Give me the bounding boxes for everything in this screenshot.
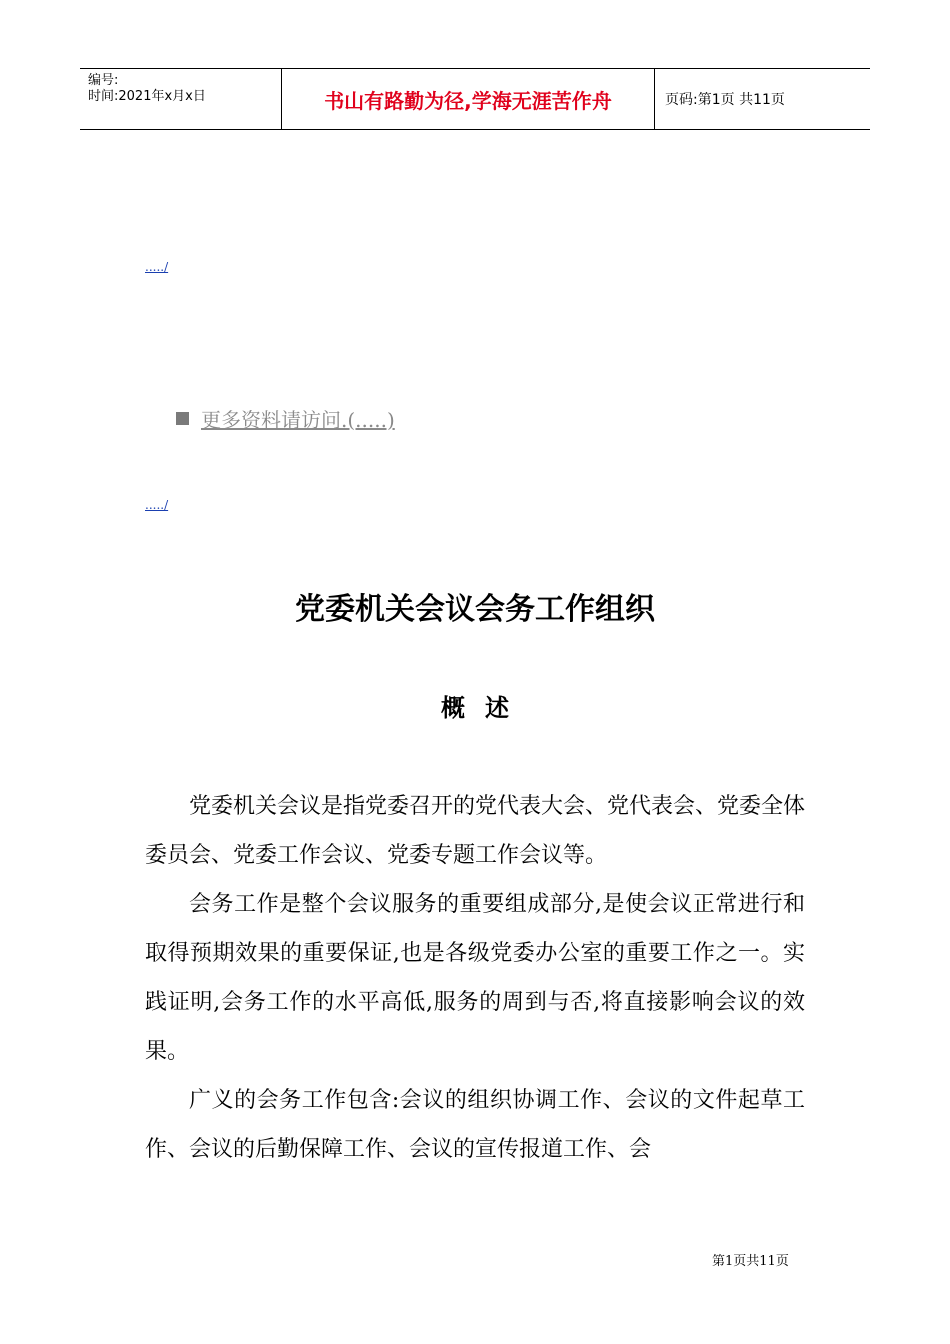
top-link[interactable]: ...../: [145, 260, 169, 274]
page-header: [80, 68, 870, 130]
header-meta: [80, 69, 282, 129]
document-subtitle: 概述: [441, 694, 529, 722]
header-motto: 书山有路勤为径,学海无涯苦作舟: [282, 69, 655, 129]
paragraph-1: 党委机关会议是指党委召开的党代表大会、党代表会、党委全体委员会、党委工作会议、党委专题工作会议等。: [145, 794, 806, 868]
page-footer: 第1页共11页: [712, 1254, 789, 1269]
number-label: 编号:: [88, 73, 119, 88]
more-info-text[interactable]: 更多资料请访问.(.....): [201, 408, 395, 432]
second-link[interactable]: ...../: [145, 498, 169, 512]
document-body: [145, 782, 805, 1174]
paragraph-2: 会务工作是整个会议服务的重要组成部分,是使会议正常进行和取得预期效果的重要保证,也是各级党委办公室的重要工作之一。实践证明,会务工作的水平高低,服务的周到与否,将直接影响会议的效果。: [145, 892, 805, 1064]
header-page-label: 页码:第1页 共11页: [665, 92, 785, 108]
paragraph-3: 广义的会务工作包含:会议的组织协调工作、会议的文件起草工作、会议的后勤保障工作、会议的宣传报道工作、会: [145, 1088, 805, 1162]
more-info-link[interactable]: [176, 404, 395, 433]
square-bullet-icon: [176, 412, 189, 425]
time-label: 时间:2021年x月x日: [88, 89, 206, 104]
document-title: 党委机关会议会务工作组织: [295, 592, 655, 627]
